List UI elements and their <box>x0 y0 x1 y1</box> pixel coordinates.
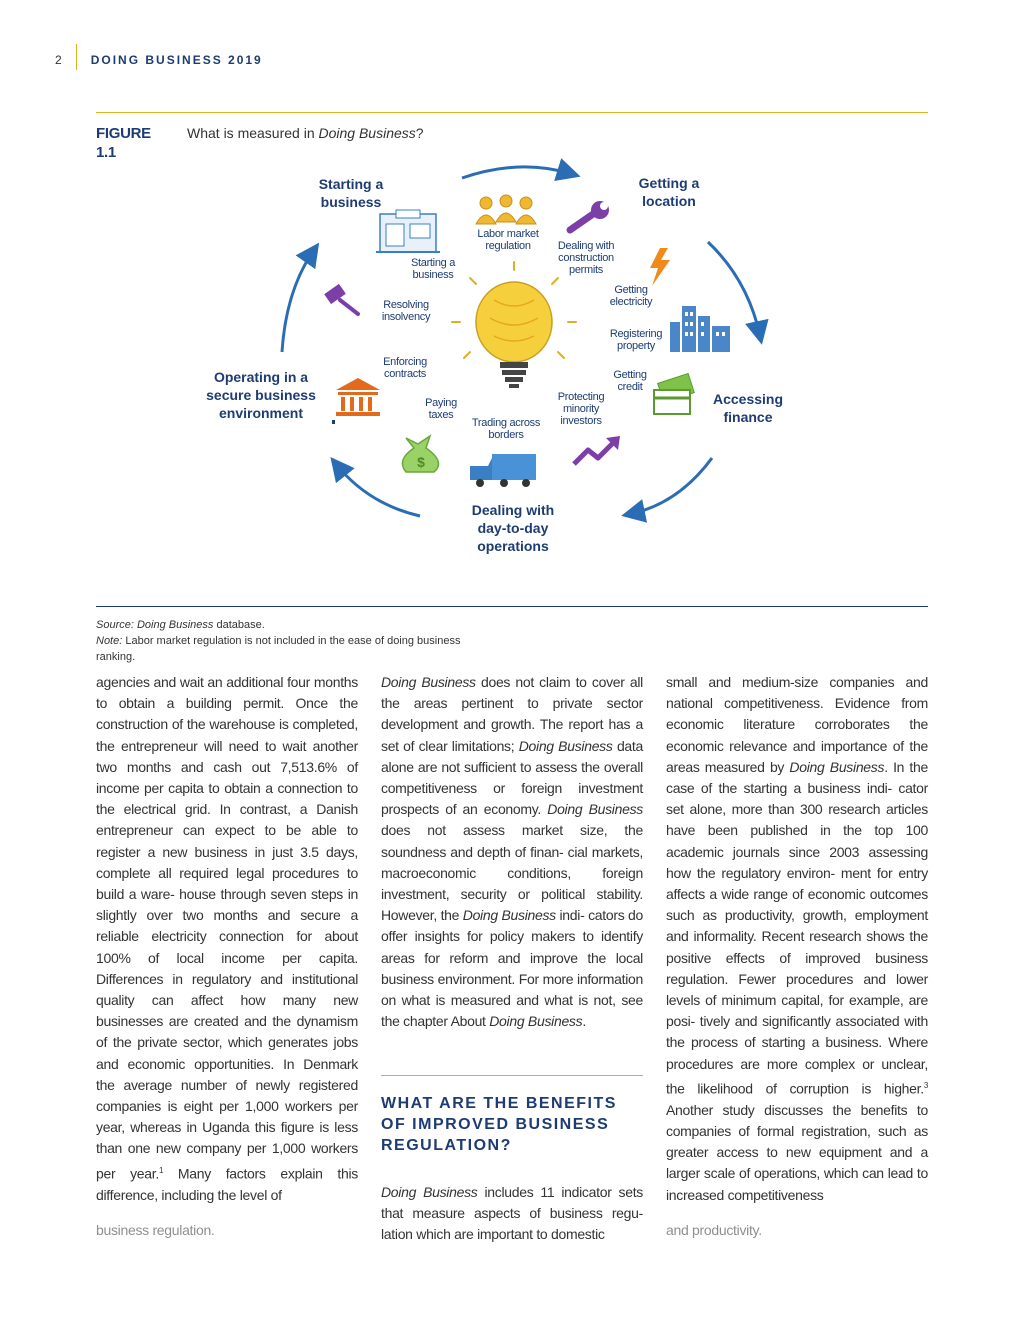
overlap-text-column-3: and productivity. <box>666 1222 762 1238</box>
indicator-trading-borders: Trading across borders <box>471 417 541 441</box>
figure-source: Source: Doing Business database. <box>96 619 265 631</box>
arrow-lower-right <box>630 458 712 514</box>
category-accessing-finance: Accessing finance <box>712 391 784 425</box>
workers-icon <box>476 195 536 224</box>
indicator-labor-market: Labor market regulation <box>477 228 539 252</box>
category-starting-business: Starting a business <box>318 176 384 210</box>
section-rule <box>381 1075 643 1076</box>
arrow-upper-right <box>708 242 760 336</box>
figure-title: What is measured in Doing Business? <box>187 125 424 141</box>
text-column-2: Doing Business does not claim to cover all the areas pertinent to private sector development and growth. The report has a set of clear limitations; Doing Business data alone are not sufficient to assess the overall competitiveness or foreign investment prospects of an economy. Doing Business does not assess market size, the soundness and depth of finan- cial markets, macroeconomic conditions, foreign investment, security or political stability. However, the Doing Business indi- cators do offer insights for policy makers to identify areas for reform and improve the local business environment. For more information on what is measured and what is not, see the chapter About Doing Business. <box>381 674 643 1030</box>
figure-bottom-rule <box>96 606 928 607</box>
indicator-enforcing-contracts: Enforcing contracts <box>383 356 427 380</box>
indicator-minority-investors: Protecting minority investors <box>557 391 605 427</box>
category-secure-environment: Operating in a secure business environment <box>206 369 316 421</box>
indicator-construction-permits: Dealing with construction permits <box>557 240 615 276</box>
category-getting-location: Getting a location <box>638 175 700 209</box>
lightning-icon <box>650 248 670 286</box>
svg-text:$: $ <box>417 454 425 470</box>
courthouse-icon <box>336 378 380 416</box>
text-column-1: agencies and wait an additional four months to obtain a building permit. Once the construction of the warehouse is completed, the entrepreneur will need to wait another two months and cash out 7,513.6% of income per capita to obtain a connection to the electrical grid. In contrast, a Danish entrepreneur can expect to be able to register a new business in just 3.5 days, complete all required legal procedures to build a ware- house through seven steps in slightly over two months and secure a reliable electricity connection for about 100% of local income per capita. Differences in regulatory and institutional quality can affect how many new businesses are created and the dynamism of the private sector, which generates jobs and economic opportunities. In Denmark the average number of newly registered companies is eight per 1,000 workers per year, whereas in Uganda this figure is less than one new company per 1,000 workers per year.$^1$ Many factors explain this difference, including the level of <box>96 674 358 1203</box>
figure-source-note <box>96 617 476 665</box>
figure-label: FIGURE 1.1 <box>96 125 151 161</box>
trend-arrow-icon <box>574 436 620 464</box>
running-title: DOING BUSINESS 2019 <box>90 53 263 68</box>
overlap-text-column-1: business regulation. <box>96 1222 215 1238</box>
indicator-starting-business: Starting a business <box>410 257 456 281</box>
storefront-icon <box>376 210 440 252</box>
category-day-to-day-operations: Dealing with day-to-day operations <box>471 502 555 554</box>
text-column-3: small and medium-size companies and national competitiveness. Evidence from economic literature corroborates the economic relevance and importance of the areas measured by Doing Business. In the case of the starting a business indi- cator set alone, more than 300 research articles have been published in the top 100 academic journals since 2003 assessing how the regulatory environ- ment for entry affects a wide range of economic outcomes such as productivity, growth, employment and informality. Recent research shows the positive effects of improved business regulation. Fewer procedures and lower levels of minimum capital, for example, are posi- tively and significantly associated with the process of starting a business. Where procedures are more complex or unclear, the likelihood of corruption is higher.$^3$ Another study discusses the benefits to companies of formal registration, such as greater access to new equipment and a larger scale of operations, which can lead to increased competitiveness <box>666 674 928 1203</box>
building-icon <box>670 306 730 352</box>
indicator-resolving-insolvency: Resolving insolvency <box>381 299 431 323</box>
indicator-getting-electricity: Getting electricity <box>609 284 653 308</box>
arrow-upper-left <box>282 250 314 352</box>
lightbulb-icon <box>452 262 576 388</box>
arrow-top <box>462 167 572 178</box>
figure-note: Note: Labor market regulation is not included in the ease of doing business ranking. <box>96 635 461 663</box>
indicator-registering-property: Registering property <box>609 328 663 352</box>
truck-icon <box>470 454 536 487</box>
gavel-icon <box>324 284 358 314</box>
text-column-2-part-2: Doing Business includes 11 indicator sets that measure aspects of business regu- lation which are important to domestic <box>381 1184 644 1243</box>
page-number: 2 <box>55 53 62 68</box>
money-bag-icon <box>402 436 438 472</box>
wrench-icon <box>570 201 609 230</box>
indicator-getting-credit: Getting credit <box>613 369 647 393</box>
indicator-paying-taxes: Paying taxes <box>425 397 457 421</box>
credit-card-icon <box>654 374 694 414</box>
section-heading: WHAT ARE THE BENEFITS OF IMPROVED BUSINESS REGULATION? <box>381 1095 617 1154</box>
